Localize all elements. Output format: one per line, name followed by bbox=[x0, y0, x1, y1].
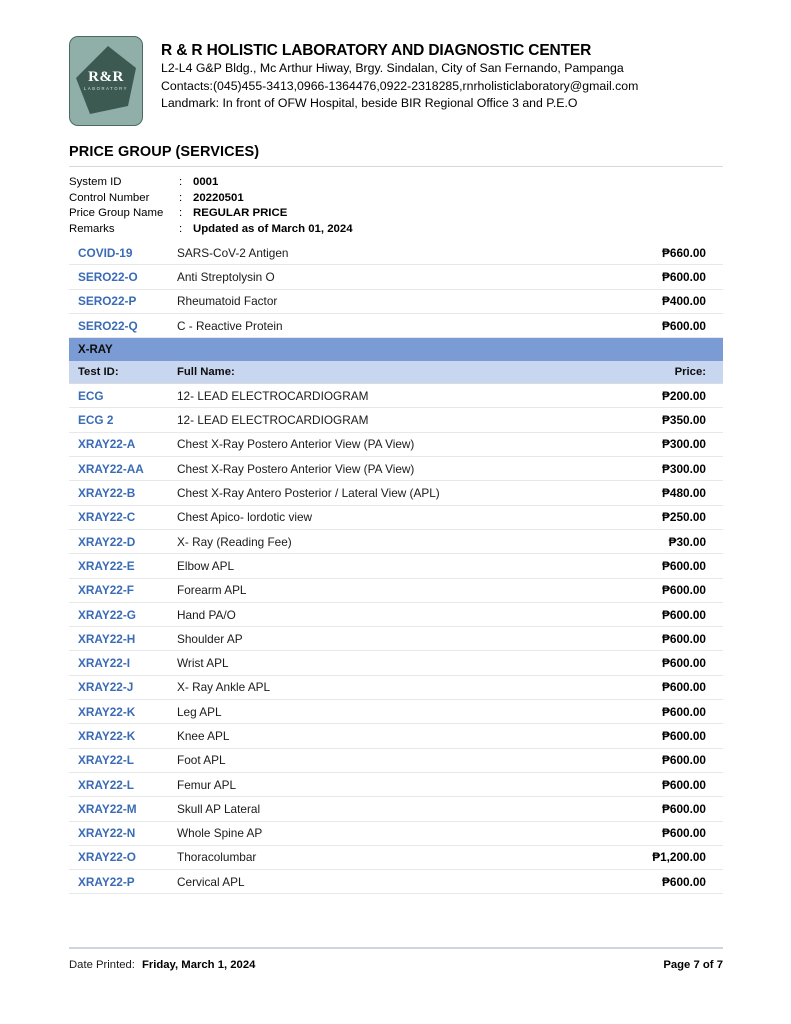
cell-price: ₱600.00 bbox=[662, 631, 706, 646]
cell-full-name: Hand PA/O bbox=[177, 607, 236, 622]
cell-test-id[interactable]: XRAY22-N bbox=[78, 826, 136, 841]
cell-price: ₱600.00 bbox=[662, 874, 706, 889]
cell-price: ₱600.00 bbox=[662, 269, 706, 284]
page-title: PRICE GROUP (SERVICES) bbox=[69, 144, 260, 160]
column-header-full-name: Full Name: bbox=[177, 366, 235, 379]
meta-value-system-id: 0001 bbox=[193, 176, 219, 188]
organization-name: R & R HOLISTIC LABORATORY AND DIAGNOSTIC CENTER bbox=[161, 42, 592, 59]
organization-landmark: Landmark: In front of OFW Hospital, beside BIR Regional Office 3 and P.E.O bbox=[161, 96, 578, 111]
cell-test-id[interactable]: SERO22-P bbox=[78, 294, 137, 309]
cell-full-name: Cervical APL bbox=[177, 874, 245, 889]
cell-test-id[interactable]: XRAY22-B bbox=[78, 486, 136, 501]
cell-test-id[interactable]: COVID-19 bbox=[78, 245, 133, 260]
meta-row bbox=[69, 175, 353, 191]
cell-test-id[interactable]: ECG bbox=[78, 388, 104, 403]
table-row bbox=[69, 579, 723, 603]
date-printed-value: Friday, March 1, 2024 bbox=[141, 959, 256, 971]
meta-row bbox=[69, 222, 353, 238]
cell-price: ₱600.00 bbox=[662, 583, 706, 598]
meta-value-control-number: 20220501 bbox=[193, 191, 244, 204]
table-row bbox=[69, 749, 723, 773]
logo-mark-text: R&R bbox=[88, 69, 124, 85]
cell-full-name: Shoulder AP bbox=[177, 631, 243, 646]
cell-full-name: Chest Apico- lordotic view bbox=[177, 510, 313, 525]
table-row bbox=[69, 457, 723, 481]
cell-test-id[interactable]: XRAY22-G bbox=[78, 607, 136, 622]
cell-full-name: Forearm APL bbox=[177, 583, 247, 598]
cell-test-id[interactable]: SERO22-O bbox=[78, 269, 138, 284]
table-row bbox=[69, 554, 723, 578]
meta-colon: : bbox=[179, 207, 183, 219]
table-row bbox=[69, 481, 723, 505]
price-group-meta bbox=[69, 175, 353, 237]
category-label: X-RAY bbox=[78, 343, 113, 356]
table-row bbox=[69, 265, 723, 289]
cell-full-name: Wrist APL bbox=[177, 656, 229, 671]
table-row bbox=[69, 822, 723, 846]
table-section-xray bbox=[69, 384, 723, 894]
cell-test-id[interactable]: XRAY22-L bbox=[78, 753, 134, 768]
cell-price: ₱600.00 bbox=[662, 826, 706, 841]
column-header-test-id: Test ID: bbox=[78, 366, 119, 379]
date-printed-group bbox=[69, 959, 255, 971]
cell-test-id[interactable]: XRAY22-L bbox=[78, 777, 134, 792]
cell-full-name: Thoracolumbar bbox=[177, 850, 257, 865]
cell-full-name: Chest X-Ray Antero Posterior / Lateral View (APL) bbox=[177, 486, 440, 501]
table-column-header bbox=[69, 361, 723, 384]
organization-address: L2-L4 G&P Bldg., Mc Arthur Hiway, Brgy. Sindalan, City of San Fernando, Pampanga bbox=[161, 61, 624, 76]
meta-label: Remarks bbox=[69, 222, 115, 235]
cell-price: ₱350.00 bbox=[662, 413, 706, 428]
table-row bbox=[69, 651, 723, 675]
table-row bbox=[69, 241, 723, 265]
organization-contacts: Contacts:(045)455-3413,0966-1364476,0922-2318285,rnrholisticlaboratory@gmail.com bbox=[161, 78, 639, 93]
cell-test-id[interactable]: XRAY22-AA bbox=[78, 461, 144, 476]
footer-divider bbox=[69, 947, 723, 949]
cell-price: ₱250.00 bbox=[662, 510, 706, 525]
cell-test-id[interactable]: XRAY22-O bbox=[78, 850, 136, 865]
cell-full-name: Anti Streptolysin O bbox=[177, 269, 275, 284]
cell-test-id[interactable]: XRAY22-A bbox=[78, 437, 136, 452]
cell-full-name: Leg APL bbox=[177, 704, 222, 719]
cell-price: ₱600.00 bbox=[662, 558, 706, 573]
table-row bbox=[69, 846, 723, 870]
cell-full-name: Chest X-Ray Postero Anterior View (PA View) bbox=[177, 461, 415, 476]
cell-price: ₱1,200.00 bbox=[652, 850, 706, 865]
page-number: Page 7 of 7 bbox=[663, 959, 723, 971]
cell-test-id[interactable]: XRAY22-H bbox=[78, 631, 136, 646]
table-row bbox=[69, 506, 723, 530]
cell-price: ₱660.00 bbox=[662, 245, 706, 260]
cell-price: ₱600.00 bbox=[662, 656, 706, 671]
cell-full-name: 12- LEAD ELECTROCARDIOGRAM bbox=[177, 388, 369, 403]
meta-label: System ID bbox=[69, 176, 122, 188]
cell-full-name: Chest X-Ray Postero Anterior View (PA View) bbox=[177, 437, 415, 452]
cell-full-name: Whole Spine AP bbox=[177, 826, 263, 841]
cell-price: ₱600.00 bbox=[662, 318, 706, 333]
cell-test-id[interactable]: XRAY22-J bbox=[78, 680, 134, 695]
cell-full-name: Foot APL bbox=[177, 753, 226, 768]
cell-test-id[interactable]: ECG 2 bbox=[78, 413, 114, 428]
title-divider bbox=[69, 166, 723, 167]
table-row bbox=[69, 724, 723, 748]
letterhead-text-block bbox=[161, 36, 638, 113]
table-row bbox=[69, 700, 723, 724]
meta-row bbox=[69, 206, 353, 222]
table-row bbox=[69, 408, 723, 432]
cell-test-id[interactable]: XRAY22-M bbox=[78, 801, 137, 816]
cell-price: ₱300.00 bbox=[662, 437, 706, 452]
column-header-price: Price: bbox=[674, 366, 706, 379]
meta-colon: : bbox=[179, 222, 183, 235]
cell-full-name: Elbow APL bbox=[177, 558, 235, 573]
date-printed-label: Date Printed: bbox=[69, 959, 135, 971]
cell-price: ₱600.00 bbox=[662, 777, 706, 792]
table-row bbox=[69, 314, 723, 338]
cell-test-id[interactable]: XRAY22-I bbox=[78, 656, 131, 671]
cell-full-name: C - Reactive Protein bbox=[177, 318, 283, 333]
cell-full-name: Rheumatoid Factor bbox=[177, 294, 278, 309]
cell-full-name: Knee APL bbox=[177, 728, 230, 743]
page-footer bbox=[69, 959, 723, 971]
company-logo bbox=[69, 36, 143, 126]
meta-value-remarks: Updated as of March 01, 2024 bbox=[193, 222, 353, 235]
cell-price: ₱600.00 bbox=[662, 607, 706, 622]
cell-price: ₱600.00 bbox=[662, 728, 706, 743]
meta-label: Control Number bbox=[69, 191, 150, 204]
table-row bbox=[69, 773, 723, 797]
table-row bbox=[69, 797, 723, 821]
cell-full-name: 12- LEAD ELECTROCARDIOGRAM bbox=[177, 413, 369, 428]
meta-label: Price Group Name bbox=[69, 207, 164, 219]
letterhead bbox=[69, 36, 723, 126]
cell-price: ₱600.00 bbox=[662, 704, 706, 719]
cell-test-id[interactable]: XRAY22-P bbox=[78, 874, 135, 889]
table-row bbox=[69, 676, 723, 700]
table-row bbox=[69, 627, 723, 651]
logo-subtitle-text: LABORATORY bbox=[83, 86, 129, 91]
category-band-xray bbox=[69, 338, 723, 361]
cell-price: ₱480.00 bbox=[662, 486, 706, 501]
cell-test-id[interactable]: XRAY22-K bbox=[78, 728, 136, 743]
meta-colon: : bbox=[179, 176, 183, 188]
price-table bbox=[69, 241, 723, 894]
cell-price: ₱600.00 bbox=[662, 801, 706, 816]
cell-full-name: X- Ray Ankle APL bbox=[177, 680, 271, 695]
table-row bbox=[69, 384, 723, 408]
table-row bbox=[69, 433, 723, 457]
cell-price: ₱200.00 bbox=[662, 388, 706, 403]
cell-test-id[interactable]: XRAY22-F bbox=[78, 583, 134, 598]
cell-price: ₱30.00 bbox=[668, 534, 706, 549]
cell-full-name: SARS-CoV-2 Antigen bbox=[177, 245, 289, 260]
cell-test-id[interactable]: XRAY22-D bbox=[78, 534, 136, 549]
table-row bbox=[69, 870, 723, 894]
cell-full-name: X- Ray (Reading Fee) bbox=[177, 534, 292, 549]
meta-colon: : bbox=[179, 191, 183, 204]
table-row bbox=[69, 290, 723, 314]
cell-test-id[interactable]: XRAY22-C bbox=[78, 510, 136, 525]
cell-full-name: Femur APL bbox=[177, 777, 237, 792]
cell-test-id[interactable]: XRAY22-E bbox=[78, 558, 135, 573]
table-row bbox=[69, 530, 723, 554]
table-section-continued bbox=[69, 241, 723, 338]
cell-price: ₱300.00 bbox=[662, 461, 706, 476]
cell-price: ₱600.00 bbox=[662, 680, 706, 695]
cell-price: ₱600.00 bbox=[662, 753, 706, 768]
cell-full-name: Skull AP Lateral bbox=[177, 801, 261, 816]
meta-row bbox=[69, 191, 353, 207]
table-row bbox=[69, 603, 723, 627]
cell-test-id[interactable]: SERO22-Q bbox=[78, 318, 138, 333]
meta-value-price-group-name: REGULAR PRICE bbox=[193, 207, 288, 219]
cell-price: ₱400.00 bbox=[662, 294, 706, 309]
cell-test-id[interactable]: XRAY22-K bbox=[78, 704, 136, 719]
